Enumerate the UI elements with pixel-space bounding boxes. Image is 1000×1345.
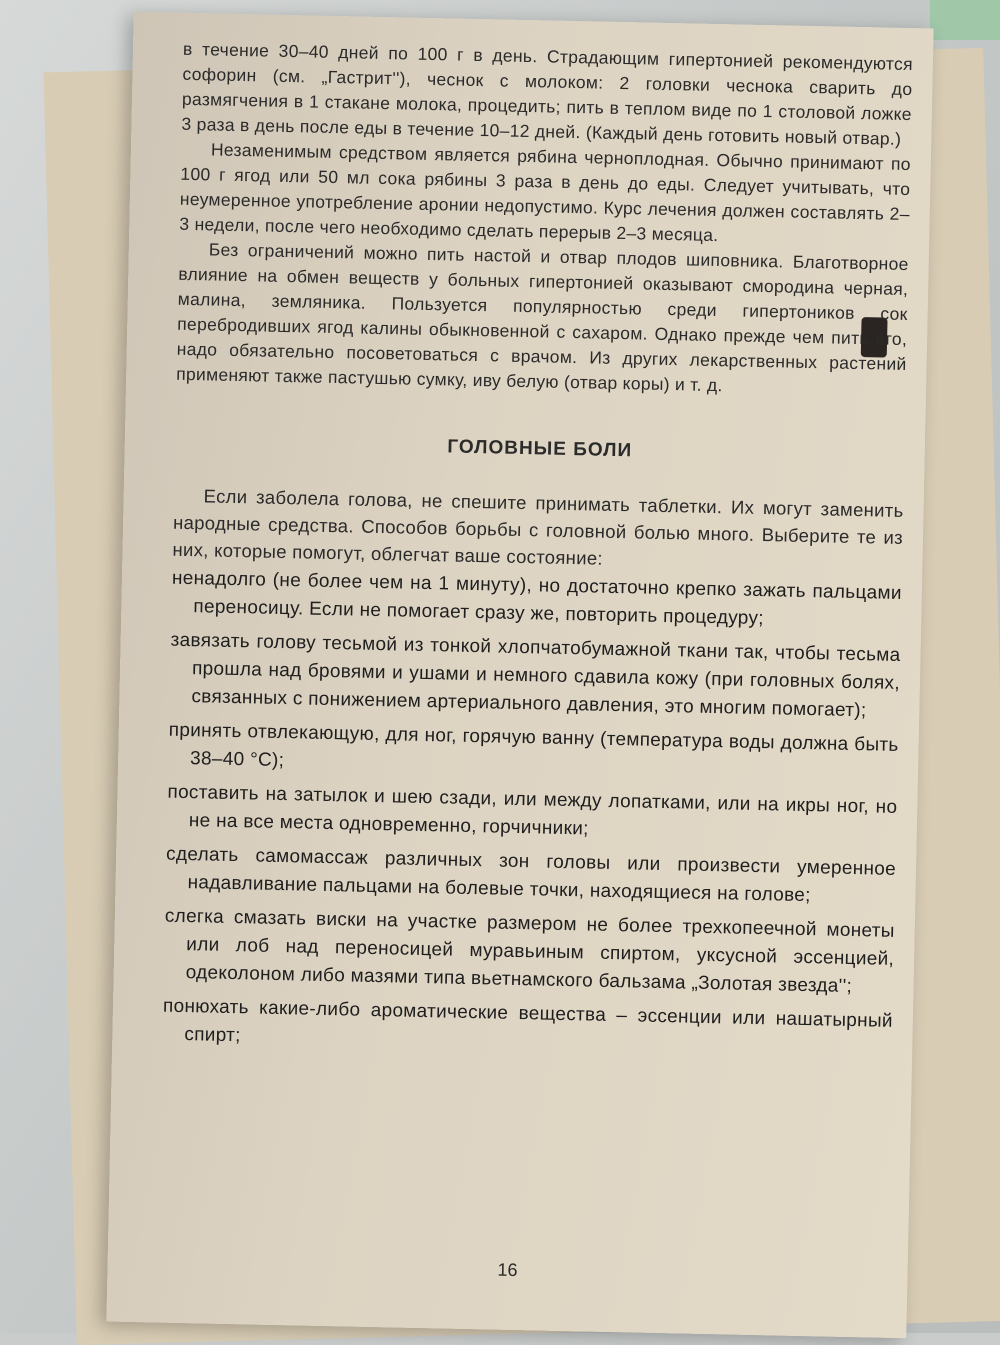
- paragraph-rowan: Незаменимым средством является рябина черноплодная. Обычно принимают по 100 г ягод или 50 мл сока рябины 3 раза в день до еды. Следует учитывать, что неумеренное употребление аронии недопустимо. Курс лечения должен составлять 2–3 недели, после чего необходимо сделать перерыв 2–3 месяца.: [179, 139, 911, 246]
- remedy-item: слегка смазать виски на участке размером не более трехкопеечной монеты или лоб над переносицей муравьиным спиртом, уксусной эссенцией, одеколоном либо мазями типа вьетнамского бальзама „Золотая звезда'';: [164, 905, 895, 998]
- remedy-item: завязать голову тесьмой из тонкой хлопчатобумажной ткани так, чтобы тесьма прошла над бровями и ушами и немного сдавила кожу (при головных болях, связанных с понижением артериального давления, это многим помогает);: [170, 629, 901, 722]
- remedy-item: сделать самомассаж различных зон головы или произвести умеренное надавливание пальцами на болевые точки, находящиеся на голове;: [165, 843, 897, 907]
- paragraph-hypertension-end: в течение 30–40 дней по 100 г в день. Страдающим гипертонией рекомендуются софорин (см. „Гастрит''), чеснок с молоком: 2 головки чеснока сварить до размягчения в 1 стакане молока, процедить; пить в теплом виде по 1 столовой ложке 3 раза в день после еды в течение 10–12 дней. (Каждый день готовить новый отвар.): [181, 38, 914, 149]
- remedy-item: ненадолго (не более чем на 1 минуту), но достаточно крепко зажать пальцами переносицу. Если не помогает сразу же, повторить процедуру;: [171, 567, 903, 630]
- page-text: [162, 37, 913, 1064]
- paragraph-rosehip: Без ограничений можно пить настой и отвар плодов шиповника. Благотворное влияние на обмен веществ у больных гипертонией оказывают смородина черная, малина, земляника. Пользуется популярностью среди гипертоников сок перебродивших ягод калины обыкновенной с сахаром. Однако прежде чем пить его, надо обязательно посоветоваться с врачом. Из других лекарственных растений применяют также пастушью сумку, иву белую (отвар коры) и т. д.: [176, 239, 909, 396]
- remedy-item: понюхать какие-либо ароматические вещества – эссенции или нашатырный спирт;: [162, 995, 894, 1047]
- remedy-item: принять отвлекающую, для ног, горячую ванну (температура воды должна быть 38–40 °С);: [168, 719, 899, 772]
- book-page: [106, 12, 933, 1338]
- section-intro: Если заболела голова, не спешите принимать таблетки. Их могут заменить народные средства. Способов борьбы с головной болью много. Выберите те из них, которые помогут, облегчат ваше состояние:: [172, 485, 904, 569]
- section-heading: ГОЛОВНЫЕ БОЛИ: [447, 436, 633, 462]
- green-cloth: [930, 0, 1000, 40]
- page-number: 16: [497, 1259, 518, 1281]
- remedy-item: поставить на затылок и шею сзади, или между лопатками, или на икры ног, но не на все места одновременно, горчичники;: [167, 781, 898, 840]
